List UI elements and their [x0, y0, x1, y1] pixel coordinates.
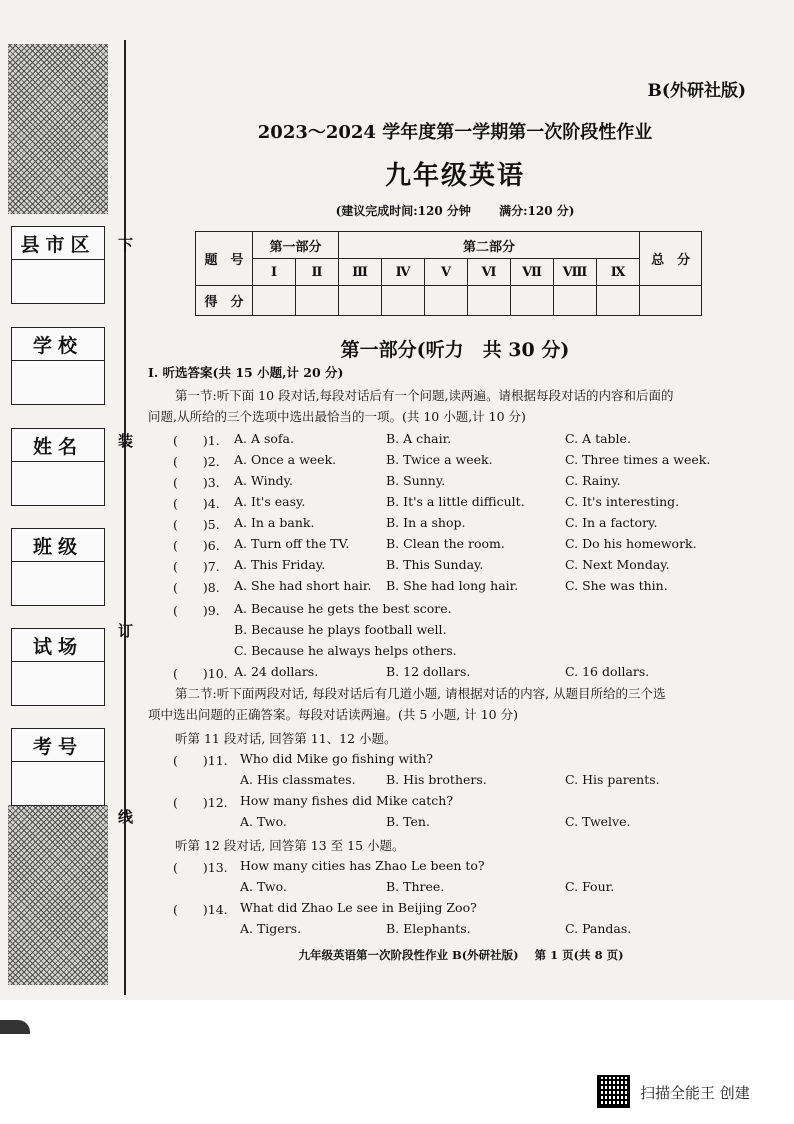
question-stem: How many cities has Zhao Le been to?: [240, 858, 485, 873]
numeral-8: Ⅷ: [554, 259, 597, 286]
score-cell[interactable]: [554, 286, 597, 316]
option-a: A. Tigers.: [240, 921, 302, 936]
page-footer: [140, 947, 770, 963]
section1-instruction: 第一节:听下面 10 段对话,每段对话后有一个问题,读两遍。请根据每段对话的内容和后面的: [175, 388, 674, 403]
field-label: 县市区: [12, 227, 104, 260]
numeral-6: Ⅵ: [468, 259, 511, 286]
option-b: B. She had long hair.: [386, 578, 519, 593]
question-stem: What did Zhao Le see in Beijing Zoo?: [240, 900, 477, 915]
qr-code-icon: [597, 1075, 630, 1108]
option-c: C. Twelve.: [565, 814, 631, 829]
subject-title: 九年级英语: [384, 161, 525, 191]
option-b: B. Sunny.: [386, 473, 446, 488]
question-number: ( )9.: [173, 603, 220, 618]
option-a: A. It's easy.: [234, 494, 306, 509]
part1-header: 第一部分: [253, 232, 339, 259]
option-c: C. It's interesting.: [565, 494, 680, 509]
edition-label: B(外研社版): [647, 81, 746, 101]
numeral-2: Ⅱ: [296, 259, 339, 286]
question-number: ( )7.: [173, 559, 220, 574]
binding-pattern-bottom: [8, 805, 108, 985]
option-c: C. Next Monday.: [565, 557, 670, 572]
option-a: A. Turn off the TV.: [234, 536, 350, 551]
question-stem: How many fishes did Mike catch?: [240, 793, 454, 808]
dialog-12-heading: 听第 12 段对话, 回答第 13 至 15 小题。: [175, 838, 405, 853]
option-a: A. In a bank.: [234, 515, 315, 530]
exam-title: 2023～2024 学年度第一学期第一次阶段性作业: [257, 122, 653, 143]
field-county[interactable]: [11, 226, 105, 304]
field-exam-number[interactable]: [11, 728, 105, 806]
footer-exam-name: 九年级英语第一次阶段性作业 B(外研社版): [298, 948, 519, 962]
option-b: B. Twice a week.: [386, 452, 493, 467]
margin-char-xian: 线: [118, 808, 134, 826]
option-c: C. She was thin.: [565, 578, 668, 593]
question-number: ( )6.: [173, 538, 220, 553]
option-a: A. Once a week.: [234, 452, 337, 467]
field-label: 班级: [12, 529, 104, 562]
field-label: 试场: [12, 629, 104, 662]
score-cell[interactable]: [296, 286, 339, 316]
field-name[interactable]: [11, 428, 105, 506]
scanner-watermark: 扫描全能王 创建: [640, 1084, 750, 1102]
numeral-1: Ⅰ: [253, 259, 296, 286]
score-cell[interactable]: [511, 286, 554, 316]
margin-char-xia: 下: [118, 236, 134, 254]
option-c: C. Do his homework.: [565, 536, 697, 551]
option-c: C. 16 dollars.: [565, 664, 650, 679]
option-b: B. His brothers.: [386, 772, 487, 787]
question-number: ( )2.: [173, 454, 220, 469]
time-note: (建议完成时间:120 分钟: [335, 204, 471, 218]
option-a: A. Two.: [240, 814, 287, 829]
option-a: A. A sofa.: [234, 431, 294, 446]
option-a: A. His classmates.: [240, 772, 356, 787]
scan-edge-shadow: [0, 1020, 30, 1034]
question-number: ( )14.: [173, 902, 228, 917]
option-b: B. Ten.: [386, 814, 430, 829]
field-label: 考号: [12, 729, 104, 762]
option-a: A. This Friday.: [234, 557, 326, 572]
question-label: 题 号: [196, 232, 253, 286]
option-c: C. Pandas.: [565, 921, 632, 936]
section1-instruction: 问题,从所给的三个选项中选出最恰当的一项。(共 10 小题,计 10 分): [148, 409, 526, 424]
numeral-3: Ⅲ: [339, 259, 382, 286]
option-c: C. A table.: [565, 431, 631, 446]
option-b: B. In a shop.: [386, 515, 466, 530]
option-b: B. Three.: [386, 879, 445, 894]
option-c: C. Three times a week.: [565, 452, 711, 467]
question-number: ( )13.: [173, 860, 228, 875]
question-number: ( )12.: [173, 795, 228, 810]
score-cell[interactable]: [382, 286, 425, 316]
question-number: ( )5.: [173, 517, 220, 532]
numeral-9: Ⅸ: [597, 259, 640, 286]
option-b: B. It's a little difficult.: [386, 494, 525, 509]
field-school[interactable]: [11, 327, 105, 405]
option-c: C. Because he always helps others.: [234, 643, 457, 658]
numeral-7: Ⅶ: [511, 259, 554, 286]
option-a: A. Because he gets the best score.: [234, 601, 452, 616]
question-number: ( )1.: [173, 433, 220, 448]
score-cell[interactable]: [425, 286, 468, 316]
question-number: ( )8.: [173, 580, 220, 595]
option-b: B. Elephants.: [386, 921, 471, 936]
binding-pattern-top: [8, 44, 108, 214]
binding-line: [124, 40, 126, 995]
option-a: A. She had short hair.: [234, 578, 372, 593]
score-cell[interactable]: [468, 286, 511, 316]
score-cell[interactable]: [253, 286, 296, 316]
option-a: A. Windy.: [234, 473, 294, 488]
option-c: C. His parents.: [565, 772, 660, 787]
part-heading: 第一部分(听力 共 30 分): [340, 339, 570, 361]
option-c: C. Rainy.: [565, 473, 621, 488]
option-b: B. This Sunday.: [386, 557, 484, 572]
score-label: 得 分: [196, 286, 253, 316]
total-header: 总 分: [640, 232, 702, 286]
margin-char-ding: 订: [118, 622, 134, 640]
score-note: 满分:120 分): [499, 204, 575, 218]
question-number: ( )11.: [173, 753, 228, 768]
option-c: C. In a factory.: [565, 515, 658, 530]
score-cell[interactable]: [597, 286, 640, 316]
footer-page-number: 第 1 页(共 8 页): [534, 948, 624, 962]
field-class[interactable]: [11, 528, 105, 606]
total-score-cell[interactable]: [640, 286, 702, 316]
question-stem: Who did Mike go fishing with?: [240, 751, 433, 766]
option-b: B. Clean the room.: [386, 536, 505, 551]
option-a: A. 24 dollars.: [234, 664, 319, 679]
field-label: 学校: [12, 328, 104, 361]
margin-char-zhuang: 装: [118, 432, 134, 450]
question-number: ( )4.: [173, 496, 220, 511]
exam-info: [140, 202, 770, 219]
section2-instruction: 第二节:听下面两段对话, 每段对话后有几道小题, 请根据对话的内容, 从题目所给的三个选: [175, 686, 666, 701]
option-b: B. A chair.: [386, 431, 452, 446]
score-cell[interactable]: [339, 286, 382, 316]
field-label: 姓名: [12, 429, 104, 462]
option-b: B. Because he plays football well.: [234, 622, 447, 637]
field-room[interactable]: [11, 628, 105, 706]
option-a: A. Two.: [240, 879, 287, 894]
section2-instruction: 项中选出问题的正确答案。每段对话读两遍。(共 5 小题, 计 10 分): [148, 707, 518, 722]
dialog-11-heading: 听第 11 段对话, 回答第 11、12 小题。: [175, 731, 397, 746]
numeral-5: Ⅴ: [425, 259, 468, 286]
question-number: ( )10.: [173, 666, 228, 681]
question-number: ( )3.: [173, 475, 220, 490]
score-table: [195, 231, 702, 316]
section1-title: Ⅰ. 听选答案(共 15 小题,计 20 分): [148, 365, 344, 380]
numeral-4: Ⅳ: [382, 259, 425, 286]
option-b: B. 12 dollars.: [386, 664, 471, 679]
part2-header: 第二部分: [339, 232, 640, 259]
option-c: C. Four.: [565, 879, 615, 894]
